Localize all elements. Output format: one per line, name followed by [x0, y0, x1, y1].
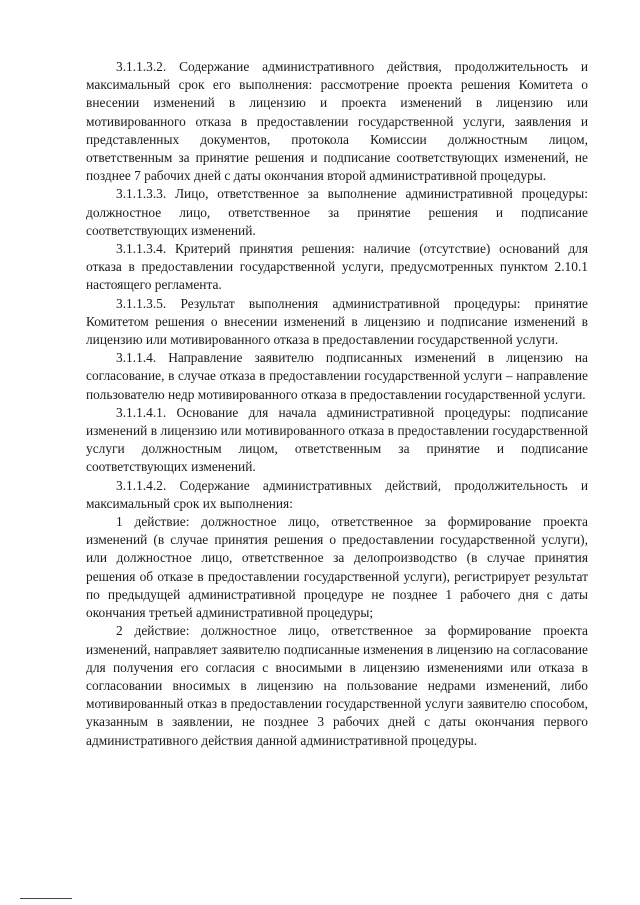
paragraph-3-1-1-4-1: 3.1.1.4.1. Основание для начала административной процедуры: подписание изменений в лицензию или мотивированного отказа в предоставлении государственной услуги должностным лицом, ответственным за принятие и подписание соответствующих изменений.	[86, 404, 588, 475]
footnote-separator	[20, 898, 72, 899]
paragraph-3-1-1-3-5: 3.1.1.3.5. Результат выполнения административной процедуры: принятие Комитетом решения о внесении изменений в лицензию и подписание изменений в лицензию или мотивированного отказа в предоставлении государственной услуги.	[86, 295, 588, 348]
document-page	[86, 58, 588, 750]
paragraph-action-1: 1 действие: должностное лицо, ответственное за формирование проекта изменений (в случае принятия решения о предоставлении государственной услуги), или должностное лицо, ответственное за делопроизводство (в случае принятия решения об отказе в предоставлении государственной услуги), регистрирует результат по предыдущей административной процедуре не позднее 1 рабочего дня с даты окончания третьей административной процедуры;	[86, 514, 588, 621]
paragraph-3-1-1-4-2: 3.1.1.4.2. Содержание административных действий, продолжительность и максимальный срок их выполнения:	[86, 477, 588, 511]
paragraph-3-1-1-3-2: 3.1.1.3.2. Содержание административного действия, продолжительность и максимальный срок его выполнения: рассмотрение проекта решения Комитета о внесении изменений в лицензию и проекта изменений в лицензию или мотивированного отказа в предоставлении государственной услуги, заявления и представленных документов, протокола Комиссии должностным лицом, ответственным за принятие решения и подписание соответствующих изменений, не позднее 7 рабочих дней с даты окончания второй административной процедуры.	[86, 59, 588, 184]
paragraph-action-2: 2 действие: должностное лицо, ответственное за формирование проекта изменений, направляет заявителю подписанные изменения в лицензию на согласование для получения его согласия с вносимыми в лицензию изменениями или отказа в согласовании вносимых в лицензию на пользование недрами изменений, либо мотивированный отказ в предоставлении государственной услуги заявителю способом, указанным в заявлении, не позднее 3 рабочих дней с даты окончания первого административного действия данной административной процедуры.	[86, 623, 588, 748]
paragraph-3-1-1-4: 3.1.1.4. Направление заявителю подписанных изменений в лицензию на согласование, в случае отказа в предоставлении государственной услуги – направление пользователю недр мотивированного отказа в предоставлении государственной услуги.	[86, 350, 588, 402]
paragraph-3-1-1-3-3: 3.1.1.3.3. Лицо, ответственное за выполнение административной процедуры: должностное лицо, ответственное за принятие решения и подписание соответствующих изменений.	[86, 186, 588, 238]
paragraph-3-1-1-3-4: 3.1.1.3.4. Критерий принятия решения: наличие (отсутствие) оснований для отказа в предоставлении государственной услуги, предусмотренных пунктом 2.10.1 настоящего регламента.	[86, 241, 588, 293]
